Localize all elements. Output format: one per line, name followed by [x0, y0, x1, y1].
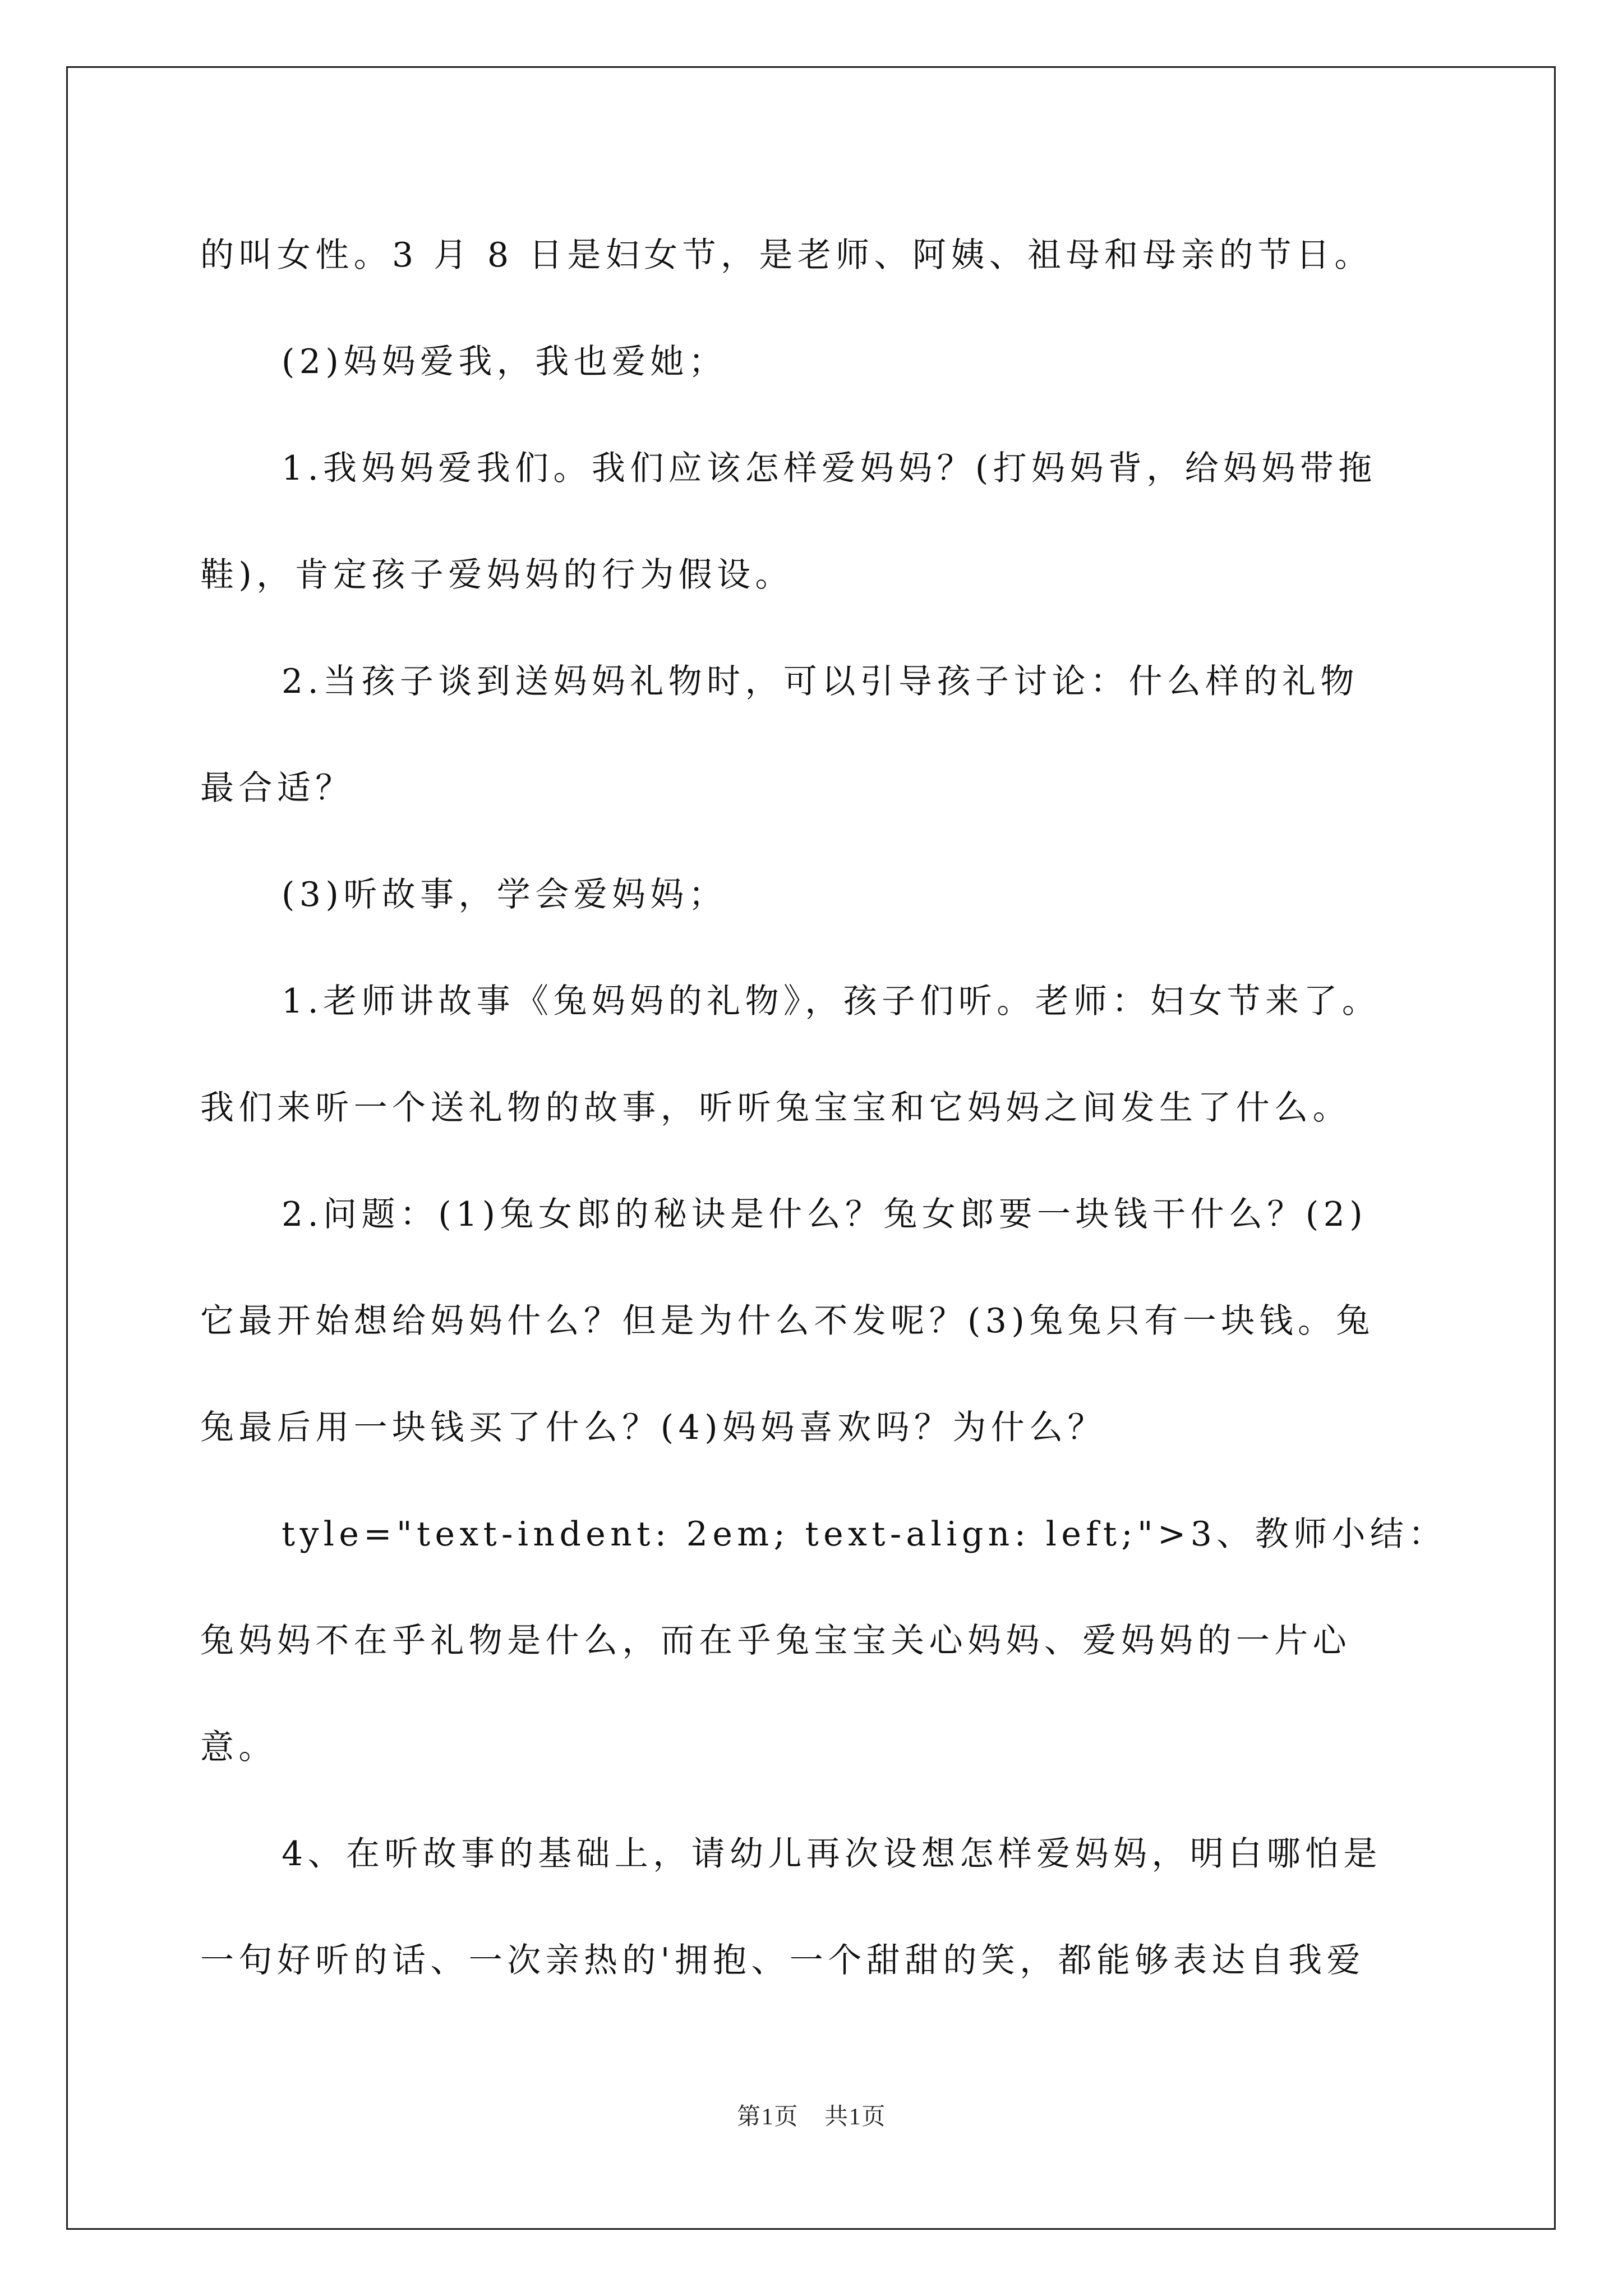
text-line: 2.问题：(1)兔女郎的秘诀是什么？兔女郎要一块钱干什么？(2) — [282, 1195, 1368, 1234]
text-line: 4、在听故事的基础上，请幼儿再次设想怎样爱妈妈，明白哪怕是 — [282, 1834, 1382, 1874]
text-line: 一句好听的话、一次亲热的'拥抱、一个甜甜的笑，都能够表达自我爱 — [200, 1941, 1365, 1980]
text-line: 最合适？ — [200, 769, 354, 808]
text-line: 1.老师讲故事《兔妈妈的礼物》，孩子们听。老师：妇女节来了。 — [282, 982, 1381, 1021]
text-line: 意。 — [200, 1728, 277, 1767]
document-body — [200, 202, 1447, 2014]
text-line: 鞋)，肯定孩子爱妈妈的行为假设。 — [200, 555, 794, 595]
text-line: 它最开始想给妈妈什么？但是为什么不发呢？(3)兔兔只有一块钱。兔 — [200, 1301, 1375, 1341]
text-line: 1.我妈妈爱我们。我们应该怎样爱妈妈？(打妈妈背，给妈妈带拖 — [282, 449, 1377, 488]
text-line: (2)妈妈爱我，我也爱她； — [282, 342, 727, 381]
text-line: 兔最后用一块钱买了什么？(4)妈妈喜欢吗？为什么？ — [200, 1408, 1106, 1447]
text-line: tyle="text-indent: 2em; text-align: left;">3、教师小结： — [282, 1515, 1447, 1554]
text-line: (3)听故事，学会爱妈妈； — [282, 875, 727, 914]
page-number-current: 第1页 — [736, 2104, 799, 2130]
page-footer — [0, 2098, 1623, 2132]
text-line: 2.当孩子谈到送妈妈礼物时，可以引导孩子讨论：什么样的礼物 — [282, 662, 1359, 701]
text-line: 我们来听一个送礼物的故事，听听兔宝宝和它妈妈之间发生了什么。 — [200, 1088, 1351, 1128]
text-line: 兔妈妈不在乎礼物是什么，而在乎兔宝宝关心妈妈、爱妈妈的一片心 — [200, 1621, 1351, 1660]
text-line: 的叫女性。3 月 8 日是妇女节，是老师、阿姨、祖母和母亲的节日。 — [200, 236, 1373, 275]
page-number-total: 共1页 — [824, 2104, 887, 2130]
